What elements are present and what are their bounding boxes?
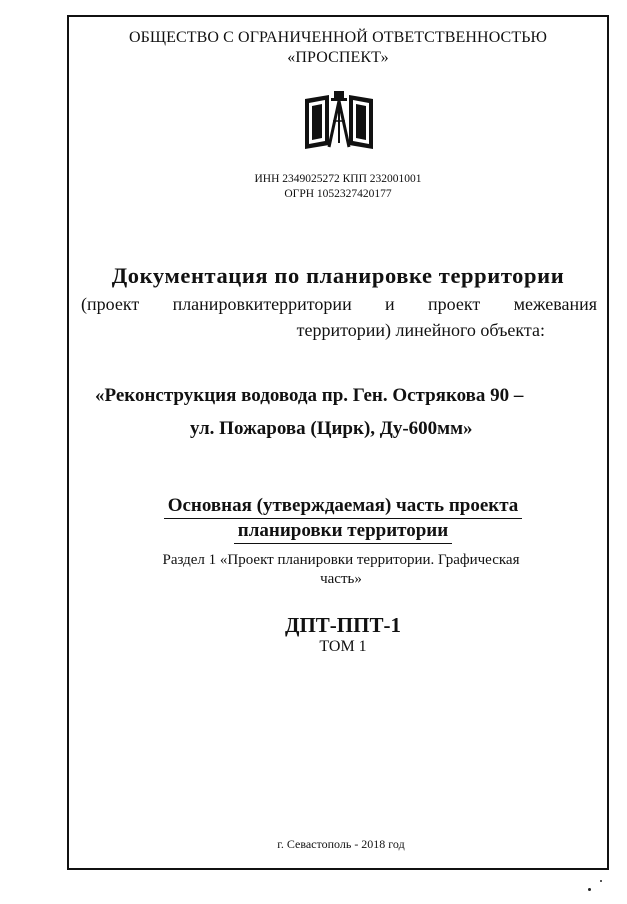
object-name-line-2: ул. Пожарова (Цирк), Ду-600мм» [190,418,473,439]
scan-speck [588,888,591,891]
razdel-line-2: часть» [320,571,362,587]
scan-speck [600,880,602,882]
section-title-line-2 [72,518,614,544]
document-title: Документация по планировке территории [111,263,565,288]
surveyor-tripod-logo-icon [303,89,375,151]
document-subtitle-line-1: (проект планировкитерритории и проект межевания [81,294,597,314]
organization-name: ОБЩЕСТВО С ОГРАНИЧЕННОЙ ОТВЕТСТВЕННОСТЬЮ [128,29,548,46]
document-subtitle-line-2: территории) линейного объекта: [296,320,545,340]
section-title-line-1 [72,493,614,519]
section-title-text-2: планировки территории [234,518,452,544]
razdel-line-1: Раздел 1 «Проект планировки территории. Графическая [162,552,520,568]
object-name-line-1: «Реконструкция водовода пр. Ген. Острякова 90 – [95,385,524,406]
organization-short-name: «ПРОСПЕКТ» [287,49,389,66]
document-code: ДПТ-ППТ-1 [285,613,401,637]
place-and-year: г. Севастополь - 2018 год [277,837,405,851]
section-title-text-1: Основная (утверждаемая) часть проекта [164,493,523,519]
volume-number: ТОМ 1 [319,638,367,655]
inn-kpp: ИНН 2349025272 КПП 232001001 [254,173,422,185]
ogrn: ОГРН 1052327420177 [284,188,392,200]
